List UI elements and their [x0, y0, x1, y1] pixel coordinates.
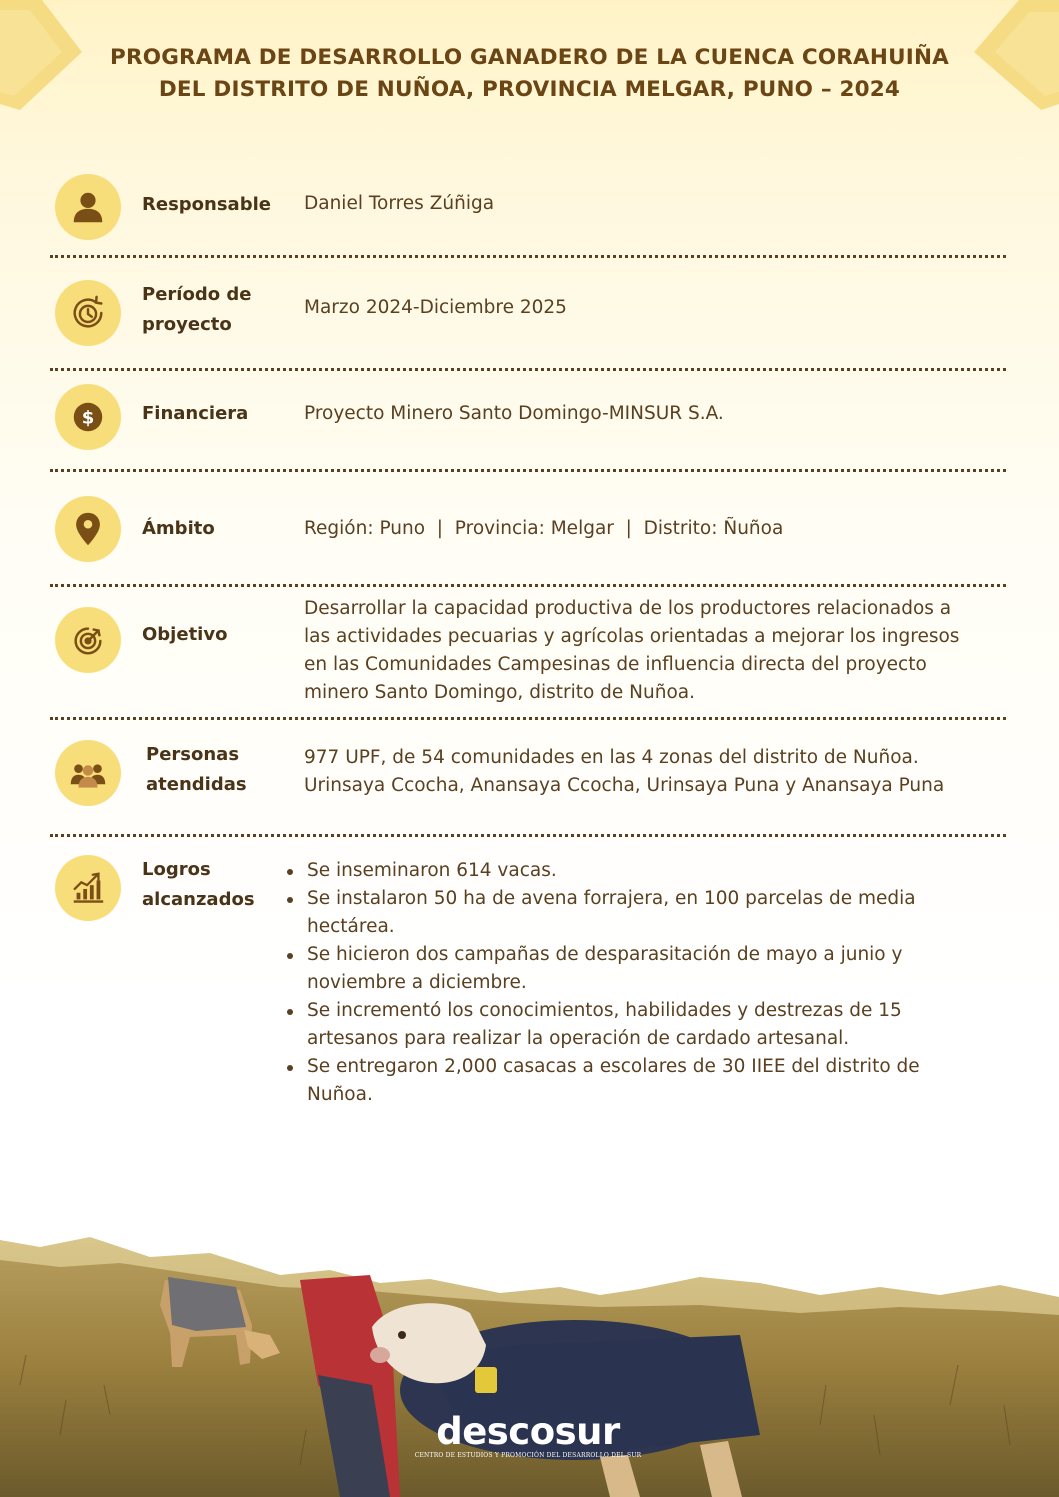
logros-list [286, 857, 996, 1109]
list-item-line-1: Se inseminaron 614 vacas. [307, 860, 557, 881]
label-periodo-line-1: Período de [142, 284, 252, 305]
list-item [286, 885, 996, 941]
value-objetivo-line-2: las actividades pecuarias y agrícolas orientadas a mejorar los ingresos [304, 626, 960, 647]
dollar-coin-icon [55, 384, 121, 450]
label-ambito: Ámbito [142, 518, 215, 539]
svg-text:$: $ [81, 407, 95, 429]
label-personas-line-1: Personas [146, 744, 240, 765]
row-financiera [50, 384, 1006, 454]
label-periodo-line-2: proyecto [142, 314, 232, 335]
list-item-line-2: hectárea. [307, 916, 395, 937]
group-icon [55, 740, 121, 806]
row-objetivo [50, 595, 1006, 711]
divider [50, 717, 1006, 720]
list-item-line-1: Se entregaron 2,000 casacas a escolares de 30 IIEE del distrito de [307, 1056, 920, 1077]
divider [50, 469, 1006, 472]
descosur-logo [413, 1412, 643, 1460]
target-icon [55, 607, 121, 673]
list-item-line-1: Se hicieron dos campañas de desparasitación de mayo a junio y [307, 944, 903, 965]
value-objetivo-line-3: en las Comunidades Campesinas de influencia directa del proyecto [304, 654, 927, 675]
label-logros-line-1: Logros [142, 859, 211, 880]
divider [50, 834, 1006, 837]
value-objetivo-line-4: minero Santo Domingo, distrito de Nuñoa. [304, 682, 696, 703]
value-ambito: Región: Puno | Provincia: Melgar | Distrito: Ñuñoa [304, 518, 784, 539]
value-personas-line-2: Urinsaya Ccocha, Anansaya Ccocha, Urinsaya Puna y Anansaya Puna [304, 775, 945, 796]
row-personas [50, 738, 1006, 810]
value-financiera: Proyecto Minero Santo Domingo-MINSUR S.A. [304, 403, 724, 424]
label-personas [146, 740, 247, 800]
label-objetivo: Objetivo [142, 624, 228, 645]
list-item-line-1: Se incrementó los conocimientos, habilidades y destrezas de 15 [307, 1000, 902, 1021]
page-title-line-2: DEL DISTRITO DE NUÑOA, PROVINCIA MELGAR, PUNO – 2024 [158, 77, 901, 102]
divider [50, 368, 1006, 371]
growth-chart-icon [55, 855, 121, 921]
location-pin-icon [55, 496, 121, 562]
divider [50, 584, 1006, 587]
value-periodo: Marzo 2024-Diciembre 2025 [304, 297, 567, 318]
label-logros-line-2: alcanzados [142, 889, 255, 910]
value-objetivo [304, 595, 994, 707]
value-objetivo-line-1: Desarrollar la capacidad productiva de los productores relacionados a [304, 598, 952, 619]
page-title [0, 42, 1059, 106]
logo-tagline: CENTRO DE ESTUDIOS Y PROMOCIÓN DEL DESARROLLO DEL SUR [414, 1452, 642, 1459]
label-responsable: Responsable [142, 194, 271, 215]
label-periodo [142, 280, 251, 340]
list-item [286, 997, 996, 1053]
logo-wordmark: descosur [436, 1410, 620, 1453]
label-financiera: Financiera [142, 403, 249, 424]
value-personas [304, 744, 1004, 800]
page-title-line-1: PROGRAMA DE DESARROLLO GANADERO DE LA CUENCA CORAHUIÑA [110, 45, 949, 70]
row-ambito [50, 496, 1006, 566]
row-responsable [50, 172, 1006, 242]
list-item-line-2: noviembre a diciembre. [307, 972, 527, 993]
value-personas-line-1: 977 UPF, de 54 comunidades en las 4 zonas del distrito de Nuñoa. [304, 747, 919, 768]
list-item-line-2: Nuñoa. [307, 1084, 373, 1105]
list-item [286, 857, 996, 885]
value-responsable: Daniel Torres Zúñiga [304, 193, 495, 214]
person-icon [55, 174, 121, 240]
label-logros [142, 855, 255, 915]
row-periodo [50, 278, 1006, 350]
list-item [286, 941, 996, 997]
list-item-line-1: Se instalaron 50 ha de avena forrajera, en 100 parcelas de media [307, 888, 916, 909]
label-personas-line-2: atendidas [146, 774, 247, 795]
list-item-line-2: artesanos para realizar la operación de cardado artesanal. [307, 1028, 850, 1049]
row-logros [50, 853, 1006, 1113]
divider [50, 255, 1006, 258]
list-item [286, 1053, 996, 1109]
clock-cycle-icon [55, 280, 121, 346]
